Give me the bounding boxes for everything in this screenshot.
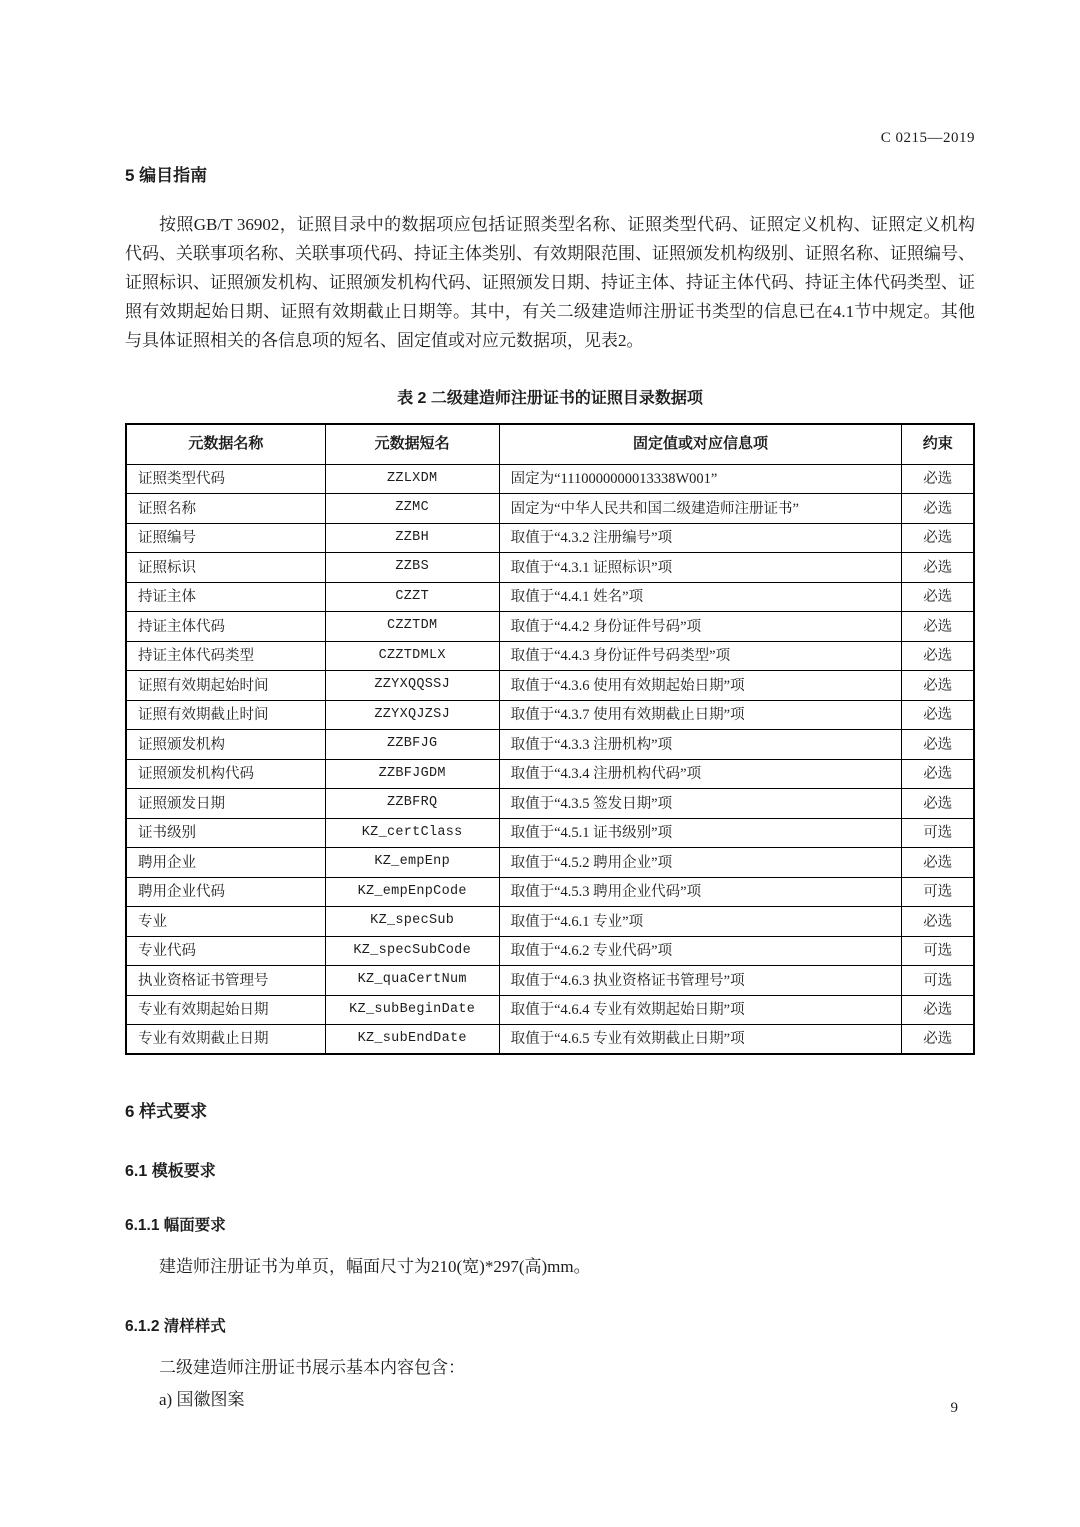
table-cell: ZZBFJGDM <box>325 759 499 789</box>
table-body <box>126 464 974 1054</box>
table-cell: ZZBH <box>325 523 499 553</box>
section-6-1-1-paragraph: 建造师注册证书为单页，幅面尺寸为210(宽)*297(高)mm。 <box>159 1257 591 1277</box>
table-cell: KZ_certClass <box>325 818 499 848</box>
table-cell: 可选 <box>902 966 974 996</box>
table-cell: 必选 <box>902 641 974 671</box>
table-cell: ZZBFJG <box>325 730 499 760</box>
table-cell: 必选 <box>902 612 974 642</box>
table-cell: 取值于“4.3.6 使用有效期起始日期”项 <box>499 671 902 701</box>
table-cell: KZ_subEndDate <box>325 1025 499 1055</box>
table-header-row <box>126 424 974 464</box>
table-cell: 取值于“4.3.2 注册编号”项 <box>499 523 902 553</box>
column-header: 元数据名称 <box>126 424 325 464</box>
table-row <box>126 759 974 789</box>
table-cell: 证照类型代码 <box>126 464 325 494</box>
table-cell: 必选 <box>902 759 974 789</box>
table-row <box>126 907 974 937</box>
table-cell: 证照颁发机构代码 <box>126 759 325 789</box>
table-cell: KZ_subBeginDate <box>325 995 499 1025</box>
section-6-heading: 6 样式要求 <box>125 1102 208 1122</box>
table-cell: 必选 <box>902 671 974 701</box>
table-cell: 证照有效期截止时间 <box>126 700 325 730</box>
table-row <box>126 553 974 583</box>
table-cell: 聘用企业代码 <box>126 877 325 907</box>
table-row <box>126 700 974 730</box>
table-cell: 必选 <box>902 1025 974 1055</box>
table-cell: 聘用企业 <box>126 848 325 878</box>
table-cell: 可选 <box>902 877 974 907</box>
table-cell: 必选 <box>902 789 974 819</box>
table-cell: 证照有效期起始时间 <box>126 671 325 701</box>
table-cell: KZ_quaCertNum <box>325 966 499 996</box>
table-cell: 必选 <box>902 730 974 760</box>
table-cell: 必选 <box>902 494 974 524</box>
table-cell: 取值于“4.6.1 专业”项 <box>499 907 902 937</box>
table-cell: 取值于“4.4.2 身份证件号码”项 <box>499 612 902 642</box>
table-cell: 专业有效期起始日期 <box>126 995 325 1025</box>
table-cell: 取值于“4.6.5 专业有效期截止日期”项 <box>499 1025 902 1055</box>
table-cell: 必选 <box>902 995 974 1025</box>
table-cell: KZ_specSub <box>325 907 499 937</box>
table-cell: 必选 <box>902 907 974 937</box>
table-cell: 持证主体代码 <box>126 612 325 642</box>
table-cell: 专业代码 <box>126 936 325 966</box>
table-row <box>126 789 974 819</box>
column-header: 约束 <box>902 424 974 464</box>
table-cell: 持证主体 <box>126 582 325 612</box>
table-cell: ZZYXQQSSJ <box>325 671 499 701</box>
table-row <box>126 995 974 1025</box>
table-cell: 证照名称 <box>126 494 325 524</box>
table-cell: KZ_specSubCode <box>325 936 499 966</box>
table-cell: 证照标识 <box>126 553 325 583</box>
table-cell: 专业 <box>126 907 325 937</box>
table-cell: CZZT <box>325 582 499 612</box>
table-cell: 取值于“4.4.3 身份证件号码类型”项 <box>499 641 902 671</box>
section-5-paragraph: 按照GB/T 36902，证照目录中的数据项应包括证照类型名称、证照类型代码、证照定义机构、证照定义机构代码、关联事项名称、关联事项代码、持证主体类别、有效期限范围、证照颁发机构级别、证照名称、证照编号、证照标识、证照颁发机构、证照颁发机构代码、证照颁发日期、持证主体、持证主体代码、持证主体代码类型、证照有效期起始日期、证照有效期截止日期等。其中，有关二级建造师注册证书类型的信息已在4.1节中规定。其他与具体证照相关的各信息项的短名、固定值或对应元数据项，见表2。 <box>125 215 975 350</box>
table-cell: 取值于“4.5.2 聘用企业”项 <box>499 848 902 878</box>
table-cell: CZZTDM <box>325 612 499 642</box>
section-6-1-2-heading: 6.1.2 清样样式 <box>125 1317 226 1335</box>
table-cell: 取值于“4.3.1 证照标识”项 <box>499 553 902 583</box>
table-cell: 取值于“4.6.3 执业资格证书管理号”项 <box>499 966 902 996</box>
table-cell: 取值于“4.4.1 姓名”项 <box>499 582 902 612</box>
table-cell: ZZLXDM <box>325 464 499 494</box>
table-cell: 取值于“4.3.5 签发日期”项 <box>499 789 902 819</box>
table-cell: 取值于“4.5.1 证书级别”项 <box>499 818 902 848</box>
table-cell: ZZBFRQ <box>325 789 499 819</box>
table-row <box>126 848 974 878</box>
table-row <box>126 730 974 760</box>
table-cell: 必选 <box>902 523 974 553</box>
table-cell: ZZBS <box>325 553 499 583</box>
table-cell: 取值于“4.6.4 专业有效期起始日期”项 <box>499 995 902 1025</box>
table-row <box>126 612 974 642</box>
table-cell: 取值于“4.6.2 专业代码”项 <box>499 936 902 966</box>
table-cell: 证照颁发机构 <box>126 730 325 760</box>
table-row <box>126 464 974 494</box>
table-cell: 必选 <box>902 848 974 878</box>
table-cell: 证照编号 <box>126 523 325 553</box>
table-cell: 固定为“1110000000013338W001” <box>499 464 902 494</box>
table-row <box>126 966 974 996</box>
table-cell: 可选 <box>902 818 974 848</box>
table-row <box>126 582 974 612</box>
list-item-a: a) 国徽图案 <box>159 1389 245 1409</box>
table-cell: 必选 <box>902 700 974 730</box>
table-row <box>126 523 974 553</box>
table-cell: 取值于“4.3.3 注册机构”项 <box>499 730 902 760</box>
section-5-heading: 5 编目指南 <box>125 166 208 185</box>
section-6-1-heading: 6.1 模板要求 <box>125 1163 216 1181</box>
table-cell: 证照颁发日期 <box>126 789 325 819</box>
table-cell: 取值于“4.3.4 注册机构代码”项 <box>499 759 902 789</box>
table-cell: 持证主体代码类型 <box>126 641 325 671</box>
table-cell: 专业有效期截止日期 <box>126 1025 325 1055</box>
table-cell: KZ_empEnpCode <box>325 877 499 907</box>
table-row <box>126 877 974 907</box>
section-6-1-1-heading: 6.1.1 幅面要求 <box>125 1217 226 1235</box>
table-cell: CZZTDMLX <box>325 641 499 671</box>
column-header: 元数据短名 <box>325 424 499 464</box>
table-row <box>126 494 974 524</box>
table-cell: 必选 <box>902 553 974 583</box>
table-cell: 固定为“中华人民共和国二级建造师注册证书” <box>499 494 902 524</box>
table-cell: 取值于“4.5.3 聘用企业代码”项 <box>499 877 902 907</box>
table-2-title: 表 2 二级建造师注册证书的证照目录数据项 <box>397 390 703 408</box>
table-cell: 必选 <box>902 582 974 612</box>
table-row <box>126 641 974 671</box>
table-cell: 必选 <box>902 464 974 494</box>
table-row <box>126 1025 974 1055</box>
table-cell: KZ_empEnp <box>325 848 499 878</box>
table-row <box>126 818 974 848</box>
page-number: 9 <box>950 1400 958 1416</box>
table-row <box>126 671 974 701</box>
table-row <box>126 936 974 966</box>
table-cell: 取值于“4.3.7 使用有效期截止日期”项 <box>499 700 902 730</box>
table-cell: 证书级别 <box>126 818 325 848</box>
table-cell: 可选 <box>902 936 974 966</box>
metadata-table <box>125 423 975 1055</box>
column-header: 固定值或对应信息项 <box>499 424 902 464</box>
section-6-1-2-paragraph: 二级建造师注册证书展示基本内容包含： <box>159 1357 465 1377</box>
table-cell: ZZMC <box>325 494 499 524</box>
doc-code: C 0215—2019 <box>880 130 975 146</box>
table-cell: ZZYXQJZSJ <box>325 700 499 730</box>
table-cell: 执业资格证书管理号 <box>126 966 325 996</box>
